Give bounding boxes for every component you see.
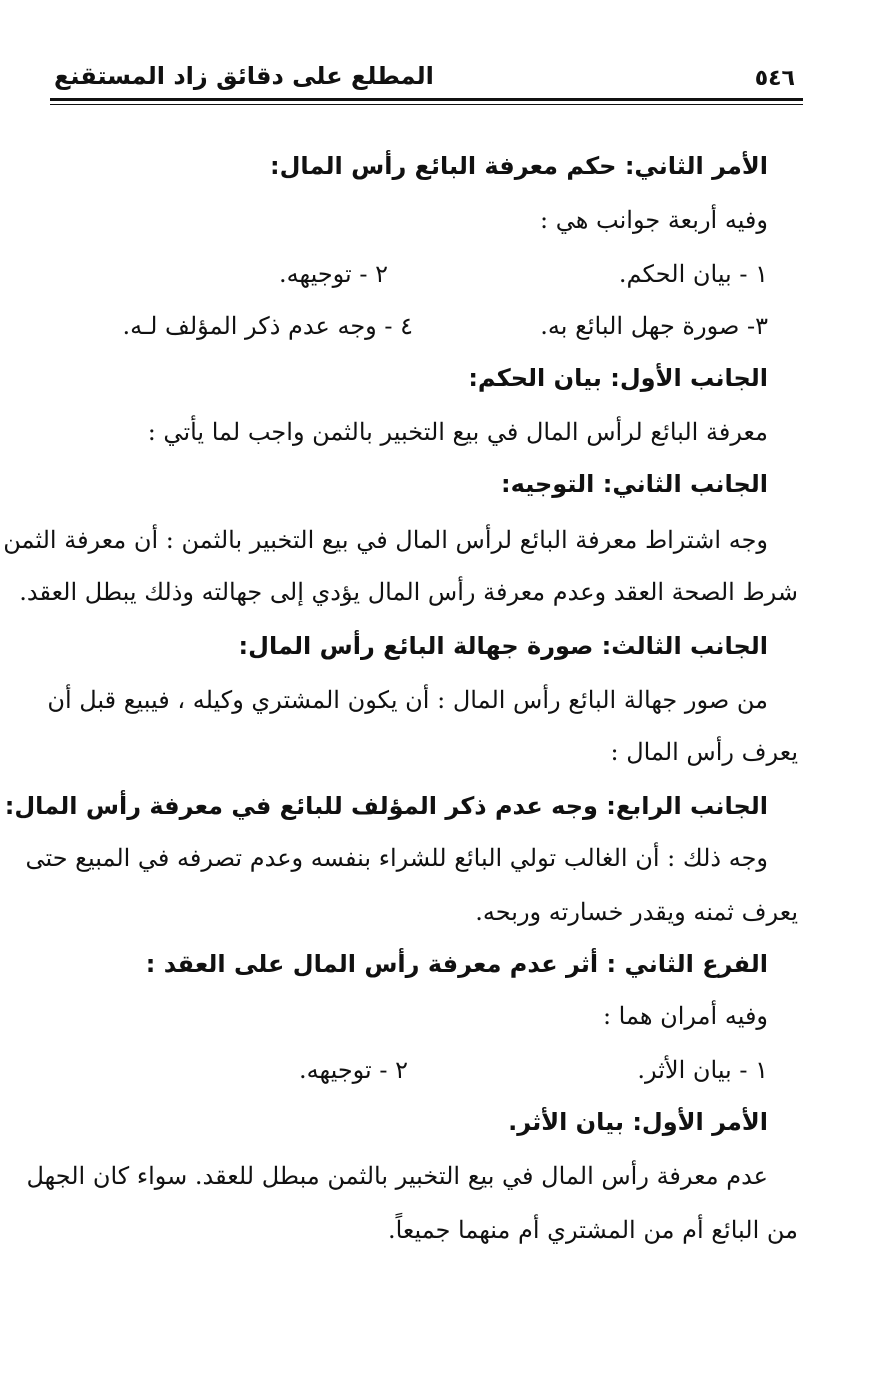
list-item-2: ٢ - توجيهه. [279,260,388,288]
header-rule-thick [50,98,803,101]
heading-aspect-3: الجانب الثالث: صورة جهالة البائع رأس المال: [238,632,768,660]
list-item-1: ١ - بيان الحكم. [618,260,768,288]
list-item-justification: ٢ - توجيهه. [299,1056,408,1084]
header-rule-thin [50,104,803,105]
intro-four-aspects: وفيه أربعة جوانب هي : [540,206,768,234]
list-item-3: ٣- صورة جهل البائع به. [540,312,768,340]
heading-second-branch: الفرع الثاني : أثر عدم معرفة رأس المال على العقد : [145,950,768,978]
heading-aspect-1: الجانب الأول: بيان الحكم: [468,364,768,392]
paragraph-aspect-1: معرفة البائع لرأس المال في بيع التخبير بالثمن واجب لما يأتي : [147,418,768,446]
heading-first-matter: الأمر الأول: بيان الأثر. [508,1108,768,1136]
heading-second-matter: الأمر الثاني: حكم معرفة البائع رأس المال: [269,152,768,180]
paragraph-effect-line-1: عدم معرفة رأس المال في بيع التخبير بالثمن مبطل للعقد. سواء كان الجهل [26,1162,768,1190]
paragraph-aspect-3-line-2: يعرف رأس المال : [610,738,798,766]
heading-aspect-2: الجانب الثاني: التوجيه: [501,470,768,498]
page-number: ٥٤٦ [754,66,795,91]
intro-two-matters: وفيه أمران هما : [602,1002,768,1030]
list-item-4: ٤ - وجه عدم ذكر المؤلف لـه. [122,312,413,340]
heading-aspect-4: الجانب الرابع: وجه عدم ذكر المؤلف للبائع في معرفة رأس المال: [4,792,768,820]
running-title: المطلع على دقائق زاد المستقنع [54,62,434,90]
paragraph-aspect-2-line-1: وجه اشتراط معرفة البائع لرأس المال في بيع التخبير بالثمن : أن معرفة الثمن [3,526,768,554]
paragraph-aspect-4-line-1: وجه ذلك : أن الغالب تولي البائع للشراء بنفسه وعدم تصرفه في المبيع حتى [25,844,768,872]
running-header [50,60,803,96]
paragraph-aspect-4-line-2: يعرف ثمنه ويقدر خسارته وربحه. [475,898,798,926]
list-item-effect: ١ - بيان الأثر. [637,1056,768,1084]
paragraph-aspect-2-line-2: شرط الصحة العقد وعدم معرفة رأس المال يؤدي إلى جهالته وذلك يبطل العقد. [19,578,798,606]
paragraph-effect-line-2: من البائع أم من المشتري أم منهما جميعاً. [387,1216,798,1244]
paragraph-aspect-3-line-1: من صور جهالة البائع رأس المال : أن يكون المشتري وكيله ، فيبيع قبل أن [47,686,768,714]
